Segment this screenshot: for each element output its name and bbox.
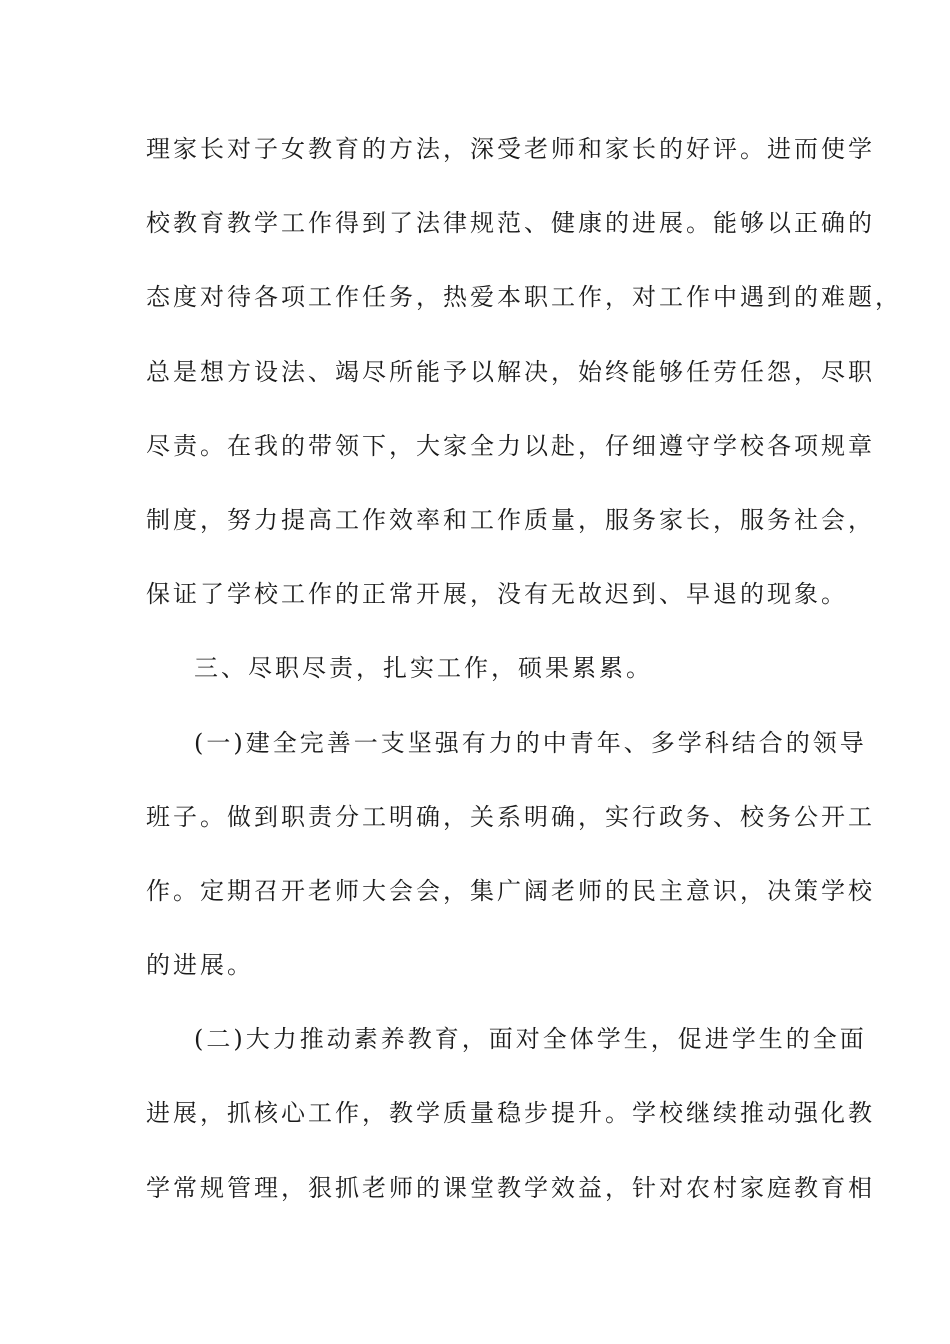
text-line: 尽责。在我的带领下，大家全力以赴，仔细遵守学校各项规章	[146, 431, 875, 460]
section-heading: 三、尽职尽责，扎实工作，硕果累累。	[194, 654, 653, 683]
text-line: (二)大力推动素养教育，面对全体学生，促进学生的全面	[194, 1025, 867, 1054]
text-line: 进展，抓核心工作，教学质量稳步提升。学校继续推动强化教	[146, 1099, 875, 1128]
text-line: 班子。做到职责分工明确，关系明确，实行政务、校务公开工	[146, 802, 875, 831]
text-line: 总是想方设法、竭尽所能予以解决，始终能够任劳任怨，尽职	[146, 357, 875, 386]
text-line: 制度，努力提高工作效率和工作质量，服务家长，服务社会，	[146, 505, 875, 534]
text-line: 学常规管理，狠抓老师的课堂教学效益，针对农村家庭教育相	[146, 1173, 875, 1202]
text-line: 的进展。	[146, 951, 254, 980]
text-line: 保证了学校工作的正常开展，没有无故迟到、早退的现象。	[146, 580, 848, 609]
text-line: 作。定期召开老师大会会，集广阔老师的民主意识，决策学校	[146, 876, 875, 905]
document-body	[146, 129, 902, 1242]
text-line: (一)建全完善一支坚强有力的中青年、多学科结合的领导	[194, 728, 867, 757]
text-line: 态度对待各项工作任务，热爱本职工作，对工作中遇到的难题，	[146, 283, 902, 312]
text-line: 校教育教学工作得到了法律规范、健康的进展。能够以正确的	[146, 209, 875, 238]
text-line: 理家长对子女教育的方法，深受老师和家长的好评。进而使学	[146, 135, 875, 163]
